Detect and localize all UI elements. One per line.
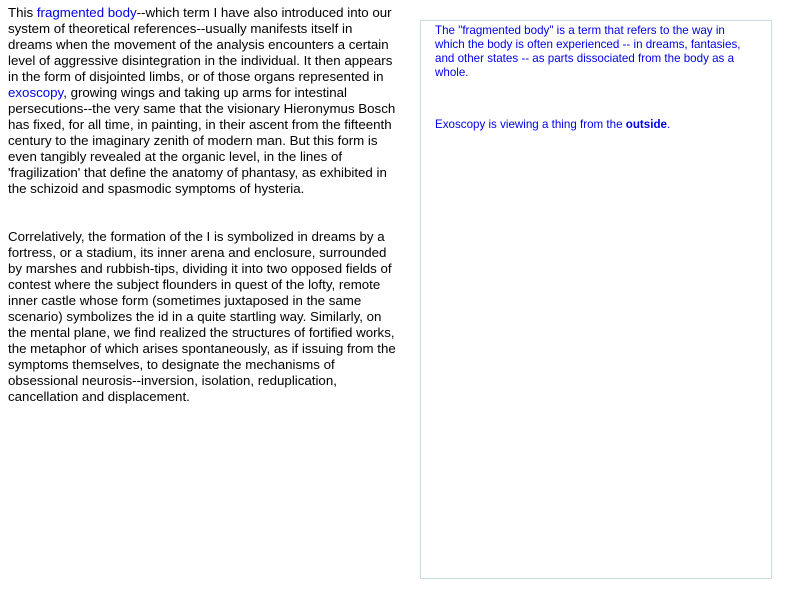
glossary-sidebar xyxy=(420,20,772,579)
paragraph-fragmented-body xyxy=(8,5,398,197)
paragraph-1-intro: This xyxy=(8,5,37,20)
paragraph-1-text-a: --which term I have also introduced into our system of theoretical references--usually manifests itself in dreams when the movement of the analysis encounters a certain level of aggressive disintegration in the individual. It then appears in the form of disjointed limbs, or of those organs represented in xyxy=(8,5,393,84)
main-text-column xyxy=(8,5,398,437)
note-exoscopy xyxy=(435,118,757,132)
paragraph-formation-of-i: Correlatively, the formation of the I is symbolized in dreams by a fortress, or a stadium, its inner arena and enclosure, surrounded by marshes and rubbish-tips, dividing it into two opposed fields of contest where the subject flounders in quest of the lofty, remote inner castle whose form (sometimes juxtaposed in the same scenario) symbolizes the id in a quite startling way. Similarly, on the mental plane, we find realized the structures of fortified works, the metaphor of which arises spontaneously, as if issuing from the symptoms themselves, to designate the mechanisms of obsessional neurosis--inversion, isolation, reduplication, cancellation and displacement. xyxy=(8,229,396,404)
link-fragmented-body[interactable]: fragmented body xyxy=(36,5,137,20)
paragraph-1-text-b: , growing wings and taking up arms for intestinal persecutions--the very same that the visionary Hieronymus Bosch has fixed, for all time, in painting, in their ascent from the fifteenth century to the imaginary zenith of modern man. But this form is even tangibly revealed at the organic level, in the lines of 'fragilization' that define the anatomy of phantasy, as exhibited in the schizoid and spasmodic symptoms of hysteria. xyxy=(8,85,396,196)
note-fragmented-body: The "fragmented body" is a term that refers to the way in which the body is often experienced -- in dreams, fantasies, and other states -- as parts dissociated from the body as a whole. xyxy=(435,24,741,79)
note-exoscopy-end: . xyxy=(666,118,671,131)
link-exoscopy[interactable]: exoscopy xyxy=(8,85,64,100)
note-exoscopy-text: Exoscopy is viewing a thing from the xyxy=(435,118,626,131)
note-exoscopy-bold: outside xyxy=(625,118,667,131)
